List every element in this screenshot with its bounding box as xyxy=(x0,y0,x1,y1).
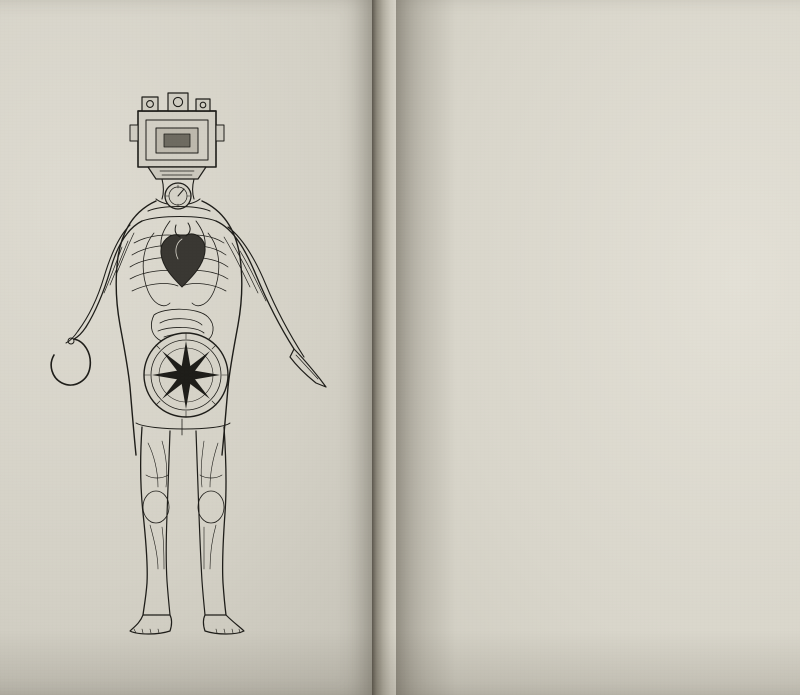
left-page xyxy=(0,0,372,695)
right-page xyxy=(396,0,800,695)
book-gutter xyxy=(372,0,398,695)
anatomical-figure-illustration xyxy=(30,75,350,635)
